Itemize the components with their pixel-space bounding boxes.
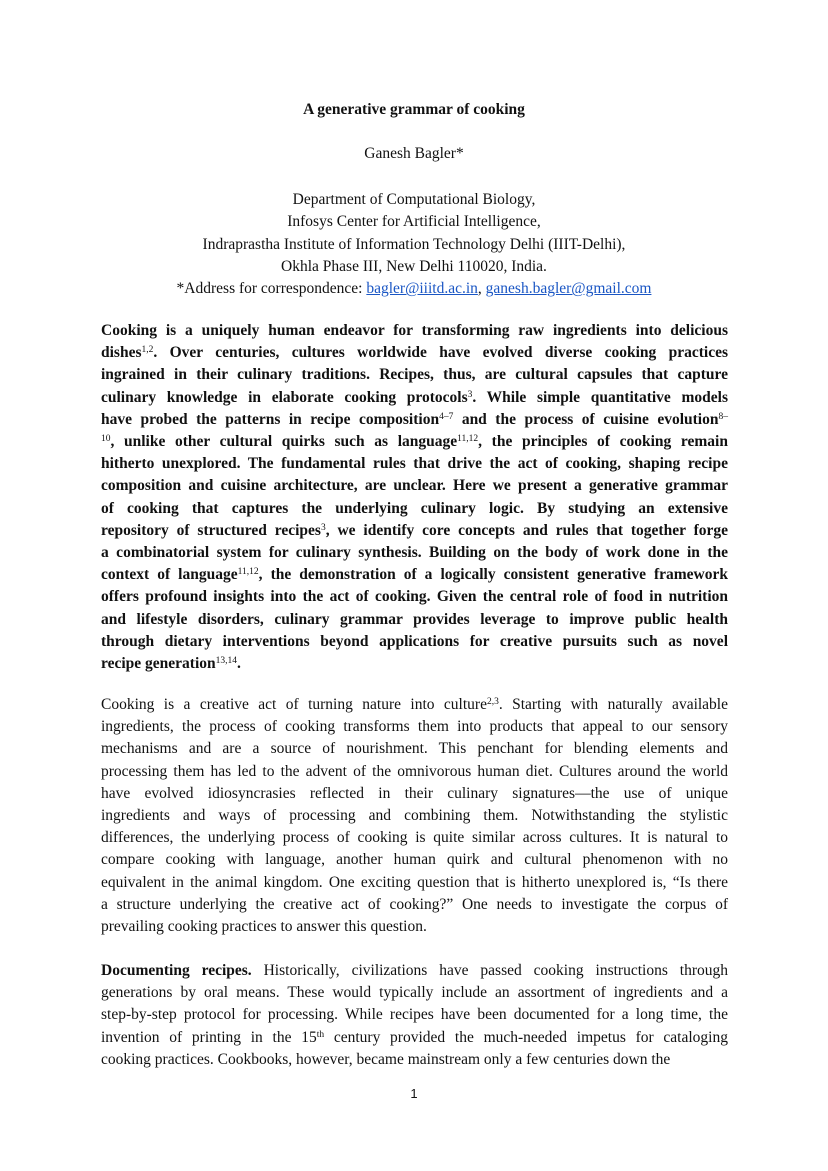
citation-superscript: 4–7 xyxy=(439,411,454,422)
text-line xyxy=(101,586,728,608)
text-line xyxy=(101,872,728,894)
text-line xyxy=(101,916,728,938)
citation-superscript: 11,12 xyxy=(457,434,479,445)
affiliation-line: Department of Computational Biology, xyxy=(292,191,536,208)
line-text: Cooking is a creative act of turning nature into culture xyxy=(101,696,487,713)
text-line xyxy=(101,564,728,586)
line-text: hitherto unexplored. The fundamental rules that drive the act of cooking, shaping recipe xyxy=(101,455,728,473)
line-text: , the principles of cooking remain xyxy=(478,433,728,451)
line-text: ingredients, the process of cooking transforms them into products that appeal to our sensory xyxy=(101,718,728,736)
line-text: . Over centuries, cultures worldwide have evolved diverse cooking practices xyxy=(153,344,728,362)
email-link-gmail[interactable]: ganesh.bagler@gmail.com xyxy=(485,280,652,298)
line-text: . xyxy=(237,655,241,673)
text-line xyxy=(101,761,728,783)
line-text: context of language xyxy=(101,566,238,584)
citation-superscript: 1,2 xyxy=(141,345,154,356)
text-line xyxy=(101,409,728,431)
citation-superscript: 8– xyxy=(718,411,728,422)
text-line xyxy=(101,364,728,386)
text-line xyxy=(101,498,728,520)
line-text: of cooking that captures the underlying culinary logic. By studying an extensive xyxy=(101,499,728,517)
citation-superscript: 3 xyxy=(467,389,473,400)
line-text: , we identify core concepts and rules that together forge xyxy=(325,521,728,539)
line-text: cooking practices. Cookbooks, however, became mainstream only a few centuries down the xyxy=(101,1050,671,1068)
line-text: a structure underlying the creative act of cooking?” One needs to investigate the corpus of xyxy=(101,895,728,913)
line-text: composition and cuisine architecture, are unclear. Here we present a generative grammar xyxy=(101,477,728,495)
text-line xyxy=(101,960,728,982)
correspondence-label: *Address for correspondence: xyxy=(176,280,367,298)
line-text: have evolved idiosyncrasies reflected in their culinary signatures—the use of unique xyxy=(101,784,728,802)
line-text: equivalent in the animal kingdom. One exciting question that is hitherto unexplored is, “Is there xyxy=(101,873,728,891)
line-text: and the process of cuisine evolution xyxy=(453,410,719,428)
line-text: century provided the much-needed impetus for cataloging xyxy=(324,1028,728,1046)
line-text: and lifestyle disorders, culinary grammar provides leverage to improve public health xyxy=(101,610,728,628)
citation-superscript: 11,12 xyxy=(237,567,259,578)
text-line xyxy=(101,849,728,871)
affiliation-block xyxy=(0,189,828,300)
paper-title: A generative grammar of cooking xyxy=(303,101,525,118)
text-line xyxy=(101,653,728,675)
line-text: prevailing cooking practices to answer this question. xyxy=(101,918,427,936)
citation-superscript: 13,14 xyxy=(215,656,238,667)
text-line xyxy=(101,475,728,497)
text-line xyxy=(101,716,728,738)
text-line xyxy=(101,805,728,827)
line-text: repository of structured recipes xyxy=(101,521,321,539)
author-name: Ganesh Bagler* xyxy=(364,145,464,162)
page-number: 1 xyxy=(410,1086,418,1101)
affiliation-line: Indraprastha Institute of Information Technology Delhi (IIIT-Delhi), xyxy=(202,235,626,253)
citation-superscript: 3 xyxy=(320,522,326,533)
text-line xyxy=(101,631,728,653)
text-line xyxy=(101,453,728,475)
line-text: . While simple quantitative models xyxy=(472,388,728,406)
line-text: Historically, civilizations have passed cooking instructions through xyxy=(251,962,728,979)
correspondence-line xyxy=(0,278,828,300)
text-line xyxy=(101,827,728,849)
line-text: offers profound insights into the act of cooking. Given the central role of food in nutrition xyxy=(101,588,728,606)
line-text: invention of printing in the 15 xyxy=(101,1028,317,1046)
text-line xyxy=(101,1049,728,1071)
text-line xyxy=(101,982,728,1004)
line-text: culinary knowledge in elaborate cooking protocols xyxy=(101,388,468,406)
text-line xyxy=(101,783,728,805)
text-line xyxy=(101,1027,728,1049)
text-line xyxy=(101,520,728,542)
text-line xyxy=(101,320,728,342)
line-text: compare cooking with language, another human quirk and cultural phenomenon with no xyxy=(101,851,728,869)
citation-superscript: 2,3 xyxy=(486,697,499,707)
text-line xyxy=(101,738,728,760)
line-text: mechanisms and are a source of nourishment. This penchant for blending elements and xyxy=(101,740,728,758)
line-text: generations by oral means. These would typically include an assortment of ingredients and a xyxy=(101,984,728,1002)
line-text: a combinatorial system for culinary synthesis. Building on the body of work done in the xyxy=(101,544,728,562)
line-text: . Starting with naturally available xyxy=(498,696,728,713)
citation-superscript: 10 xyxy=(101,434,111,445)
line-text: have probed the patterns in recipe composition xyxy=(101,410,440,428)
abstract xyxy=(101,320,728,675)
line-text: ingrained in their culinary traditions. Recipes, thus, are cultural capsules that capture xyxy=(101,366,728,384)
text-line xyxy=(101,1004,728,1026)
line-text: dishes xyxy=(101,344,142,362)
affiliation-line: Okhla Phase III, New Delhi 110020, India. xyxy=(281,257,547,275)
citation-superscript: th xyxy=(316,1029,325,1040)
text-line xyxy=(101,694,728,716)
line-text: processing them has led to the advent of the omnivorous human diet. Cultures around the world xyxy=(101,762,728,780)
text-line xyxy=(101,387,728,409)
line-text: step-by-step protocol for processing. While recipes have been documented for a long time, the xyxy=(101,1006,728,1024)
text-line xyxy=(101,431,728,453)
text-line xyxy=(101,609,728,631)
email-link-iiitd[interactable]: bagler@iiitd.ac.in xyxy=(366,280,478,298)
email-separator: , xyxy=(477,280,486,298)
body-paragraph-documenting-recipes xyxy=(101,960,728,1071)
line-text: , unlike other cultural quirks such as language xyxy=(110,433,458,451)
affiliation-line: Infosys Center for Artificial Intelligence, xyxy=(287,213,541,231)
line-text: recipe generation xyxy=(101,655,216,673)
text-line xyxy=(101,542,728,564)
body-paragraph-intro xyxy=(101,694,728,938)
run-in-heading: Documenting recipes. xyxy=(101,962,252,979)
text-line xyxy=(101,342,728,364)
line-text: , the demonstration of a logically consistent generative framework xyxy=(258,566,729,584)
line-text: Cooking is a uniquely human endeavor for transforming raw ingredients into delicious xyxy=(101,322,728,339)
line-text: through dietary interventions beyond applications for creative pursuits such as novel xyxy=(101,632,728,650)
line-text: ingredients and ways of processing and combining them. Notwithstanding the stylistic xyxy=(101,807,728,825)
line-text: differences, the underlying process of cooking is quite similar across cultures. It is natural to xyxy=(101,829,728,847)
text-line xyxy=(101,894,728,916)
